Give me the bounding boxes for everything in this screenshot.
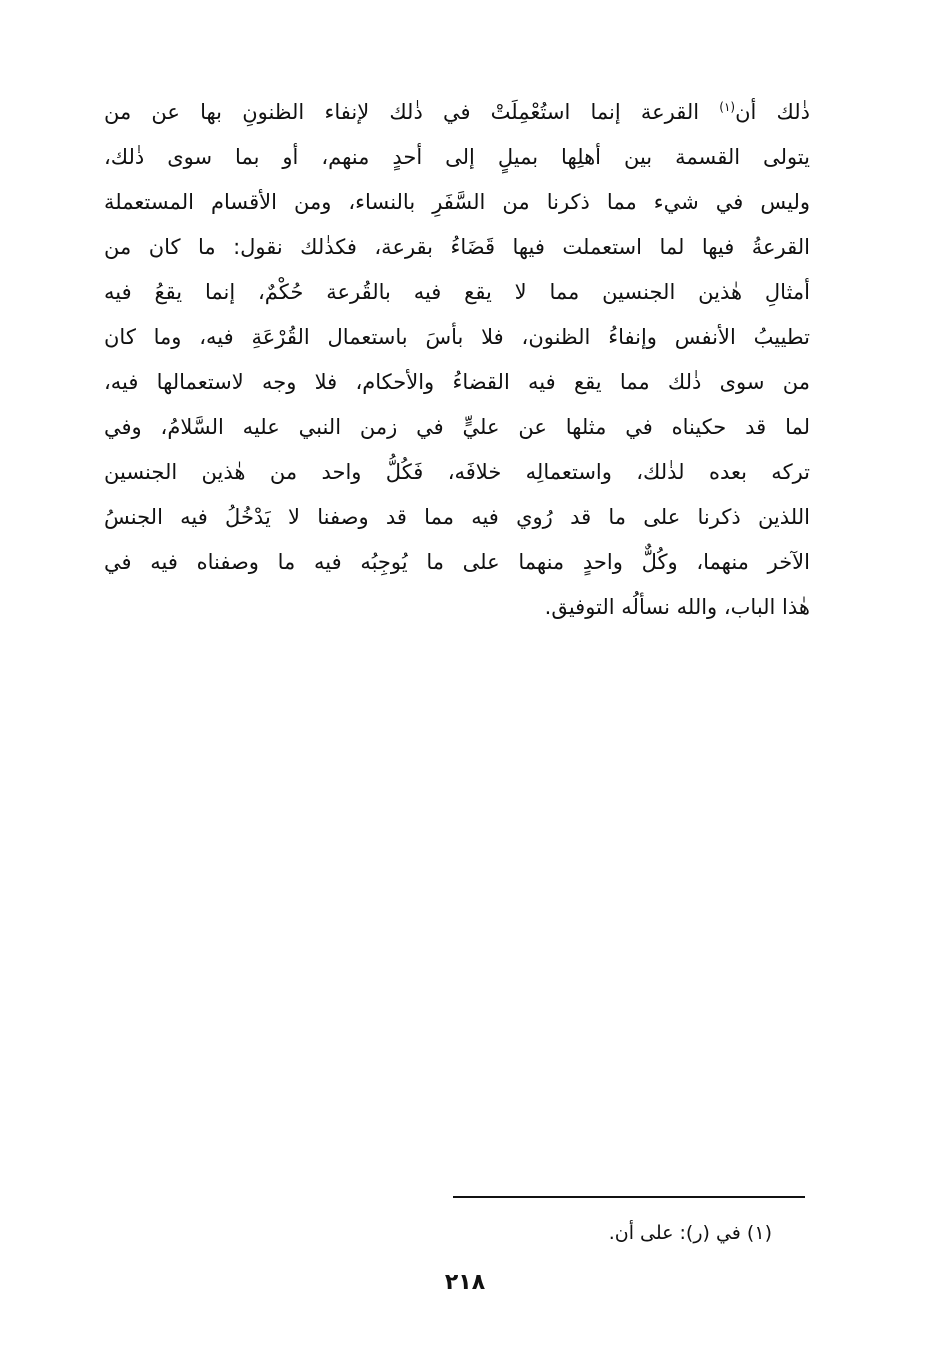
text-line-7: من سوى ذٰلك مما يقع فيه القضاءُ والأحكام، فلا وجه لاستعمالها فيه، [104, 370, 810, 394]
text-line-2: يتولى القسمة بين أهلِها بميلٍ إلى أحدٍ منهم، أو بما سوى ذٰلك، [104, 145, 810, 169]
main-text-block [104, 90, 810, 630]
page-number: ٢١٨ [444, 1270, 486, 1295]
text-line-8: لما قد حكيناه في مثلها عن عليٍّ في زمن النبي عليه السَّلامُ، وفي [104, 415, 810, 439]
text-line-1-start: ذٰلك أن [735, 100, 810, 124]
footnote-separator [453, 1196, 805, 1198]
text-line-4: القرعةُ فيها لما استعملت فيها قَضَاءُ بقرعة، فكذٰلك نقول: ما كان من [104, 235, 810, 259]
text-line-6: تطييبُ الأنفس وإنفاءُ الظنون، فلا بأسَ باستعمال القُرْعَةِ فيه، وما كان [104, 325, 810, 349]
text-line-10: اللذين ذكرنا على ما قد رُوي فيه مما قد وصفنا لا يَدْخُلُ فيه الجنسُ [104, 505, 810, 529]
text-line-11: الآخر منهما، وكُلٌّ واحدٍ منهما على ما يُوجِبُه فيه ما وصفناه فيه في [104, 550, 810, 574]
text-line-1 [104, 90, 810, 135]
footnote-marker: (١) [719, 100, 736, 114]
footnote: (١) في (ر): على أن. [608, 1222, 772, 1244]
text-line-3: وليس في شيء مما ذكرنا من السَّفَرِ بالنساء، ومن الأقسام المستعملة [104, 190, 810, 214]
text-line-12: هٰذا الباب، والله نسألُه التوفيق. [544, 595, 810, 619]
text-line-9: تركه بعده لذٰلك، واستعمالِه خلافَه، فَكُلُّ واحد من هٰذين الجنسين [104, 460, 810, 484]
text-line-1-end: القرعة إنما استُعْمِلَتْ في ذٰلك لإنفاء الظنونِ بها عن من [104, 100, 720, 124]
text-line-5: أمثالِ هٰذين الجنسين مما لا يقع فيه بالقُرعة حُكْمٌ، إنما يقعُ فيه [104, 280, 810, 304]
